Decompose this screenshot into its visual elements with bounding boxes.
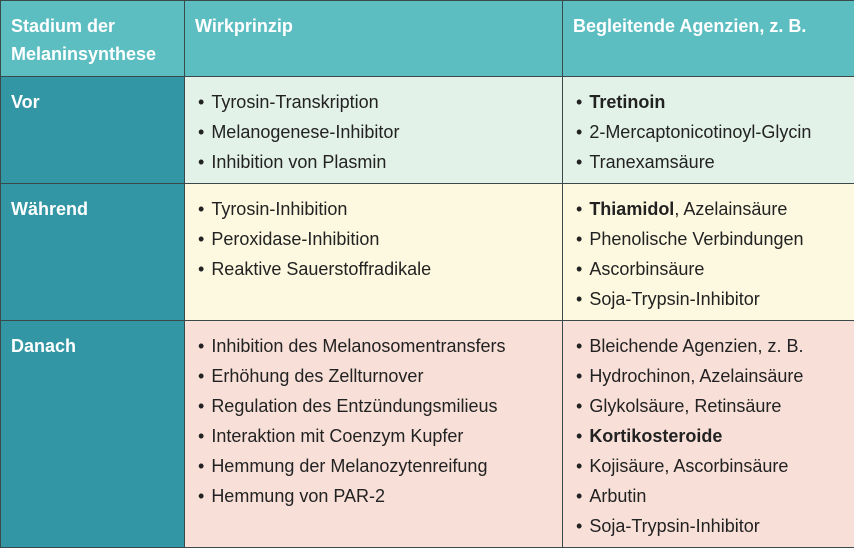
agent-text: 2-Mercaptonicotinoyl-Glycin <box>589 122 811 142</box>
agent-item <box>576 194 844 224</box>
agents-cell <box>563 321 854 548</box>
agent-item <box>576 117 844 147</box>
principle-item: • Tyrosin-Inhibition <box>198 194 552 224</box>
agent-text: Phenolische Verbindungen <box>589 229 803 249</box>
principle-cell <box>185 77 563 184</box>
agent-item <box>576 224 844 254</box>
stage-cell: Während <box>1 184 185 321</box>
header-row <box>1 1 854 77</box>
agent-item <box>576 284 844 314</box>
agent-item <box>576 331 844 361</box>
principle-item: • Interaktion mit Coenzym Kupfer <box>198 421 552 451</box>
table-row-during <box>1 184 854 321</box>
agent-item <box>576 361 844 391</box>
principle-item: • Peroxidase-Inhibition <box>198 224 552 254</box>
agent-text: Arbutin <box>589 486 646 506</box>
table-row-after <box>1 321 854 548</box>
agent-text: Soja-Trypsin-Inhibitor <box>589 289 759 309</box>
agent-item <box>576 147 844 177</box>
principle-cell <box>185 321 563 548</box>
agent-bold: Kortikosteroide <box>589 426 722 446</box>
agents-cell <box>563 77 854 184</box>
principle-item: • Reaktive Sauerstoffradikale <box>198 254 552 284</box>
principle-item: • Hemmung der Melanozytenreifung <box>198 451 552 481</box>
agent-text: Glykolsäure, Retinsäure <box>589 396 781 416</box>
header-agents: Begleitende Agenzien, z. B. <box>563 1 854 77</box>
agent-text: Hydrochinon, Azelainsäure <box>589 366 803 386</box>
principle-cell <box>185 184 563 321</box>
agent-bold: Tretinoin <box>589 92 665 112</box>
agent-item <box>576 421 844 451</box>
agent-item <box>576 511 844 541</box>
table-row-before <box>1 77 854 184</box>
agent-item <box>576 254 844 284</box>
agent-text: Tranexamsäure <box>589 152 714 172</box>
agent-text: Bleichende Agenzien, z. B. <box>589 336 803 356</box>
agent-text: Soja-Trypsin-Inhibitor <box>589 516 759 536</box>
agent-text: , Azelainsäure <box>674 199 787 219</box>
stage-cell: Danach <box>1 321 185 548</box>
principle-item: • Melanogenese-Inhibitor <box>198 117 552 147</box>
agents-cell <box>563 184 854 321</box>
header-principle: Wirkprinzip <box>185 1 563 77</box>
principle-item: • Inhibition des Melanosomentransfers <box>198 331 552 361</box>
agent-text: Ascorbinsäure <box>589 259 704 279</box>
principle-item: • Regulation des Entzündungsmilieus <box>198 391 552 421</box>
agent-item <box>576 87 844 117</box>
agent-text: Kojisäure, Ascorbinsäure <box>589 456 788 476</box>
header-stage: Stadium der Melaninsynthese <box>1 1 185 77</box>
stage-cell: Vor <box>1 77 185 184</box>
principle-item: • Tyrosin-Transkription <box>198 87 552 117</box>
agent-bold: Thiamidol <box>589 199 674 219</box>
agent-item <box>576 451 844 481</box>
principle-item: • Erhöhung des Zellturnover <box>198 361 552 391</box>
agent-item <box>576 391 844 421</box>
agent-item <box>576 481 844 511</box>
principle-item: • Inhibition von Plasmin <box>198 147 552 177</box>
principle-item: • Hemmung von PAR-2 <box>198 481 552 511</box>
